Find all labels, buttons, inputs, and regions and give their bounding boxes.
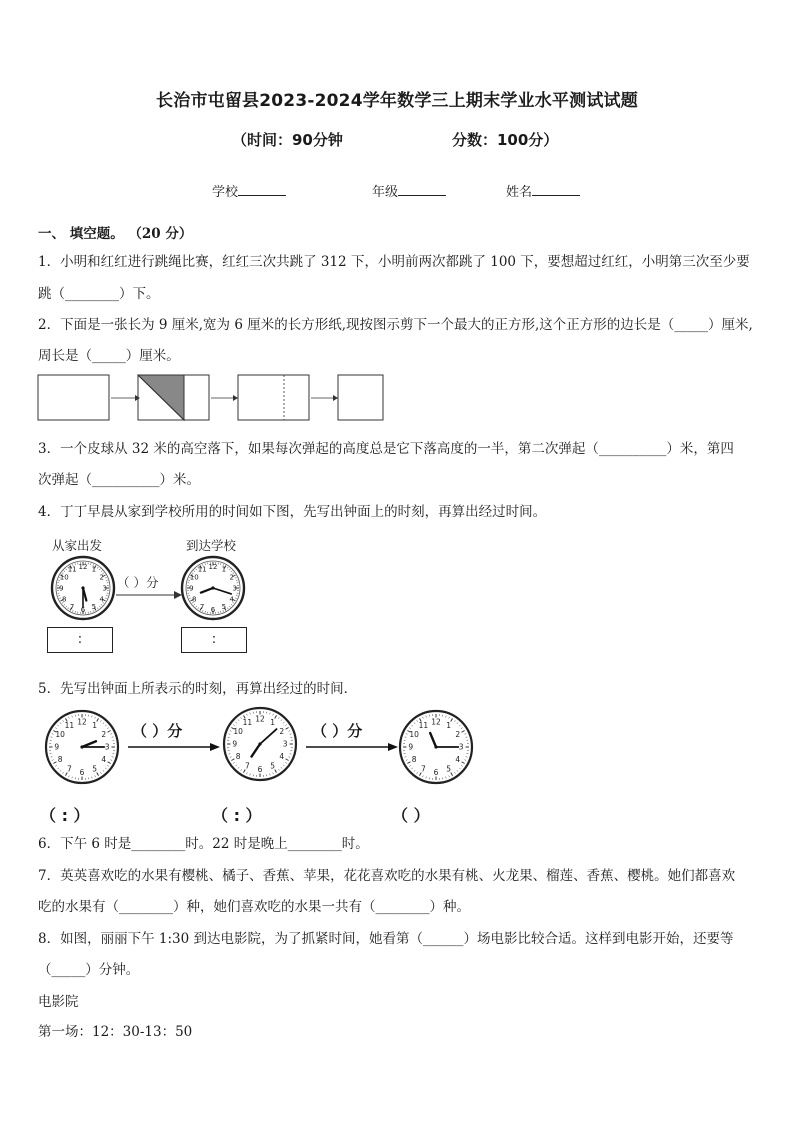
clock-number: 1	[221, 565, 227, 574]
clock-number: 3	[458, 742, 464, 752]
q2-line2: 周长是（_____）厘米。	[38, 348, 180, 364]
clock-number: 8	[235, 752, 241, 762]
clock-number: 12	[431, 717, 441, 727]
q8-line1: 8．如图，丽丽下午 1:30 到达电影院，为了抓紧时间，她看第（______）场电影比较合适。这样到电影开始，还要等	[38, 931, 734, 947]
q1-line2: 跳（________）下。	[38, 286, 160, 302]
q5-arrow-1	[128, 742, 220, 752]
clock-number: 12	[77, 717, 87, 727]
clock-number: 9	[59, 584, 64, 593]
clock-number: 2	[455, 730, 461, 740]
clock-number: 4	[99, 595, 105, 604]
unfolded-paper	[238, 375, 309, 420]
clock-number: 1	[91, 565, 97, 574]
exam-time: （时间：90分钟	[232, 131, 343, 149]
q4-end-label: 到达学校	[186, 538, 237, 553]
q4-arrow	[116, 590, 182, 600]
clock-number: 6	[433, 767, 439, 777]
clock-number: 10	[59, 573, 69, 582]
q4-start-label: 从家出发	[52, 538, 103, 553]
school-blank[interactable]	[238, 183, 286, 196]
clock-number: 5	[446, 764, 451, 774]
clock-number: 3	[104, 742, 110, 752]
school-label: 学校	[212, 185, 239, 200]
clock-number: 6	[79, 767, 85, 777]
clock-number: 9	[54, 742, 60, 752]
clock-number: 7	[69, 603, 75, 612]
clock-number: 10	[189, 573, 199, 582]
q5-arrow-label-1: （ ）分	[132, 722, 183, 740]
q7-line2: 吃的水果有（________）种，她们喜欢吃的水果一共有（________）种。	[38, 899, 470, 915]
q8-session-1: 第一场：12：30-13：50	[38, 1024, 193, 1040]
clock-number: 9	[189, 584, 194, 593]
q5-answer-3[interactable]: （ ）	[392, 806, 430, 825]
q4-clock-start	[50, 555, 116, 621]
q4-clock-end	[180, 555, 246, 621]
q5-arrow-label-2: （ ）分	[312, 722, 363, 740]
paper-cutting-figure	[36, 372, 386, 424]
clock-number: 2	[99, 573, 105, 582]
rectangle-paper	[38, 375, 109, 420]
q5-answer-2[interactable]: （ : ）	[212, 806, 262, 825]
clock-number: 4	[455, 755, 461, 765]
clock-number: 6	[210, 606, 216, 615]
clock-number: 7	[67, 764, 72, 774]
page-title: 长治市屯留县2023-2024学年数学三上期末学业水平测试试题	[156, 91, 638, 111]
q3-line2: 次弹起（__________）米。	[38, 472, 200, 488]
clock-number: 6	[257, 764, 263, 774]
clock-number: 9	[408, 742, 414, 752]
clock-number: 7	[245, 761, 250, 771]
clock-number: 12	[255, 714, 265, 724]
q8-line2: （_____）分钟。	[38, 962, 140, 978]
clock-number: 2	[229, 573, 235, 582]
clock-number: 4	[101, 755, 107, 765]
clock-number: 4	[279, 752, 285, 762]
clock-number: 5	[270, 761, 275, 771]
clock-number: 7	[421, 764, 426, 774]
clock-number: 11	[67, 565, 77, 574]
clock-number: 3	[282, 739, 288, 749]
grade-field	[372, 181, 446, 200]
clock-number: 6	[80, 606, 86, 615]
clock-number: 10	[233, 727, 243, 737]
clock-number: 9	[232, 739, 238, 749]
clock-number: 3	[232, 584, 237, 593]
q5-answer-1[interactable]: （ : ）	[40, 806, 90, 825]
q5-clock-3	[398, 709, 474, 785]
q8-cinema-label: 电影院	[38, 994, 79, 1010]
arrow-2-head	[233, 395, 238, 401]
arrow-3-head	[333, 395, 338, 401]
grade-blank[interactable]	[398, 183, 446, 196]
clock-number: 2	[279, 727, 285, 737]
clock-number: 4	[229, 595, 235, 604]
clock-number: 11	[64, 720, 75, 730]
clock-number: 8	[191, 595, 197, 604]
clock-number: 5	[91, 603, 97, 612]
clock-number: 8	[57, 755, 63, 765]
clock-number: 5	[221, 603, 227, 612]
q5-clock-2	[222, 706, 298, 782]
clock-number: 2	[101, 730, 107, 740]
clock-number: 3	[102, 584, 107, 593]
q5-clock-1	[44, 709, 120, 785]
clock-number: 10	[55, 730, 65, 740]
q7-line1: 7．英英喜欢吃的水果有樱桃、橘子、香蕉、苹果，花花喜欢吃的水果有桃、火龙果、榴莲、香蕉、樱桃。她们都喜欢	[38, 868, 736, 884]
q3-line1: 3．一个皮球从 32 米的高空落下，如果每次弹起的高度总是它下落高度的一半，第二次弹起（__________）米，第四	[38, 441, 734, 457]
clock-number: 12	[208, 562, 218, 571]
clock-number: 12	[78, 562, 88, 571]
exam-score: 分数：100分）	[452, 131, 559, 149]
section-heading: 一、 填空题。 （20 分）	[38, 226, 193, 242]
name-field	[506, 181, 580, 200]
q4-start-time-box[interactable]: :	[47, 627, 113, 653]
clock-number: 5	[92, 764, 97, 774]
q4-line1: 4．丁丁早晨从家到学校所用的时间如下图，先写出钟面上的时刻，再算出经过时间。	[38, 504, 547, 520]
q5-line1: 5．先写出钟面上所表示的时刻，再算出经过的时间．	[38, 681, 358, 697]
q4-arrow-label: （ ）分	[117, 575, 159, 590]
clock-number: 1	[92, 720, 97, 730]
clock-number: 11	[418, 720, 429, 730]
square-result	[338, 375, 383, 420]
clock-number: 11	[242, 717, 253, 727]
clock-number: 1	[270, 717, 275, 727]
name-blank[interactable]	[532, 183, 580, 196]
clock-number: 7	[199, 603, 205, 612]
clock-number: 1	[446, 720, 451, 730]
grade-label: 年级	[372, 185, 399, 200]
q4-end-time-box[interactable]: :	[181, 627, 247, 653]
school-field	[212, 181, 286, 200]
q6-line1: 6．下午 6 时是________时。22 时是晚上________时。	[38, 836, 369, 852]
clock-number: 8	[411, 755, 417, 765]
clock-number: 8	[61, 595, 67, 604]
clock-number: 11	[197, 565, 207, 574]
q1-line1: 1．小明和红红进行跳绳比赛，红红三次共跳了 312 下，小明前两次都跳了 100 下，要想超过红红，小明第三次至少要	[38, 254, 750, 270]
clock-number: 10	[409, 730, 419, 740]
name-label: 姓名	[506, 185, 533, 200]
q2-line1: 2．下面是一张长为 9 厘米,宽为 6 厘米的长方形纸,现按图示剪下一个最大的正方形,这个正方形的边长是（_____）厘米,	[38, 317, 753, 333]
q5-arrow-2	[306, 742, 398, 752]
